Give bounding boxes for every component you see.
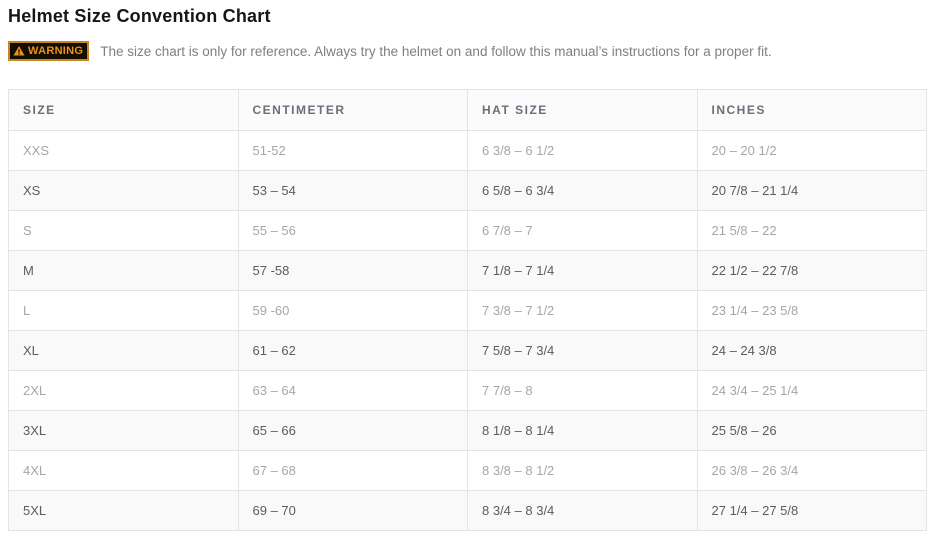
cell-inches: 24 – 24 3/8 bbox=[697, 331, 927, 371]
cell-centimeter: 57 -58 bbox=[238, 251, 468, 291]
cell-size: XL bbox=[9, 331, 239, 371]
cell-hat-size: 6 5/8 – 6 3/4 bbox=[468, 171, 698, 211]
column-header-hat-size: HAT SIZE bbox=[468, 90, 698, 131]
cell-inches: 20 – 20 1/2 bbox=[697, 131, 927, 171]
cell-inches: 22 1/2 – 22 7/8 bbox=[697, 251, 927, 291]
cell-hat-size: 7 3/8 – 7 1/2 bbox=[468, 291, 698, 331]
cell-size: 3XL bbox=[9, 411, 239, 451]
cell-hat-size: 7 1/8 – 7 1/4 bbox=[468, 251, 698, 291]
cell-inches: 20 7/8 – 21 1/4 bbox=[697, 171, 927, 211]
column-header-inches: INCHES bbox=[697, 90, 927, 131]
cell-centimeter: 59 -60 bbox=[238, 291, 468, 331]
table-row bbox=[9, 451, 927, 491]
cell-hat-size: 8 1/8 – 8 1/4 bbox=[468, 411, 698, 451]
cell-centimeter: 63 – 64 bbox=[238, 371, 468, 411]
cell-size: M bbox=[9, 251, 239, 291]
table-row bbox=[9, 491, 927, 531]
cell-inches: 23 1/4 – 23 5/8 bbox=[697, 291, 927, 331]
table-row bbox=[9, 331, 927, 371]
table-row bbox=[9, 411, 927, 451]
cell-hat-size: 8 3/4 – 8 3/4 bbox=[468, 491, 698, 531]
cell-centimeter: 67 – 68 bbox=[238, 451, 468, 491]
cell-size: S bbox=[9, 211, 239, 251]
table-row bbox=[9, 291, 927, 331]
warning-badge-label: WARNING bbox=[28, 44, 84, 57]
warning-triangle-icon bbox=[13, 45, 25, 57]
table-row bbox=[9, 171, 927, 211]
cell-hat-size: 7 5/8 – 7 3/4 bbox=[468, 331, 698, 371]
cell-inches: 21 5/8 – 22 bbox=[697, 211, 927, 251]
cell-centimeter: 53 – 54 bbox=[238, 171, 468, 211]
cell-inches: 26 3/8 – 26 3/4 bbox=[697, 451, 927, 491]
table-row bbox=[9, 371, 927, 411]
cell-centimeter: 65 – 66 bbox=[238, 411, 468, 451]
column-header-centimeter: CENTIMETER bbox=[238, 90, 468, 131]
cell-centimeter: 55 – 56 bbox=[238, 211, 468, 251]
page-title: Helmet Size Convention Chart bbox=[8, 6, 271, 26]
cell-centimeter: 69 – 70 bbox=[238, 491, 468, 531]
cell-size: L bbox=[9, 291, 239, 331]
size-table-body bbox=[9, 131, 927, 531]
cell-hat-size: 7 7/8 – 8 bbox=[468, 371, 698, 411]
cell-inches: 25 5/8 – 26 bbox=[697, 411, 927, 451]
warning-row bbox=[8, 41, 927, 61]
cell-inches: 24 3/4 – 25 1/4 bbox=[697, 371, 927, 411]
size-table-header bbox=[9, 90, 927, 131]
cell-centimeter: 51-52 bbox=[238, 131, 468, 171]
cell-hat-size: 6 7/8 – 7 bbox=[468, 211, 698, 251]
warning-badge bbox=[8, 41, 89, 61]
cell-size: 5XL bbox=[9, 491, 239, 531]
cell-hat-size: 6 3/8 – 6 1/2 bbox=[468, 131, 698, 171]
column-header-size: SIZE bbox=[9, 90, 239, 131]
table-row bbox=[9, 251, 927, 291]
table-row bbox=[9, 131, 927, 171]
cell-size: XXS bbox=[9, 131, 239, 171]
cell-size: 4XL bbox=[9, 451, 239, 491]
cell-centimeter: 61 – 62 bbox=[238, 331, 468, 371]
cell-hat-size: 8 3/8 – 8 1/2 bbox=[468, 451, 698, 491]
table-row bbox=[9, 211, 927, 251]
cell-inches: 27 1/4 – 27 5/8 bbox=[697, 491, 927, 531]
cell-size: XS bbox=[9, 171, 239, 211]
warning-text: The size chart is only for reference. Always try the helmet on and follow this manual’s instructions for a proper fit. bbox=[100, 43, 772, 59]
cell-size: 2XL bbox=[9, 371, 239, 411]
size-table bbox=[8, 89, 927, 531]
header-row bbox=[9, 90, 927, 131]
